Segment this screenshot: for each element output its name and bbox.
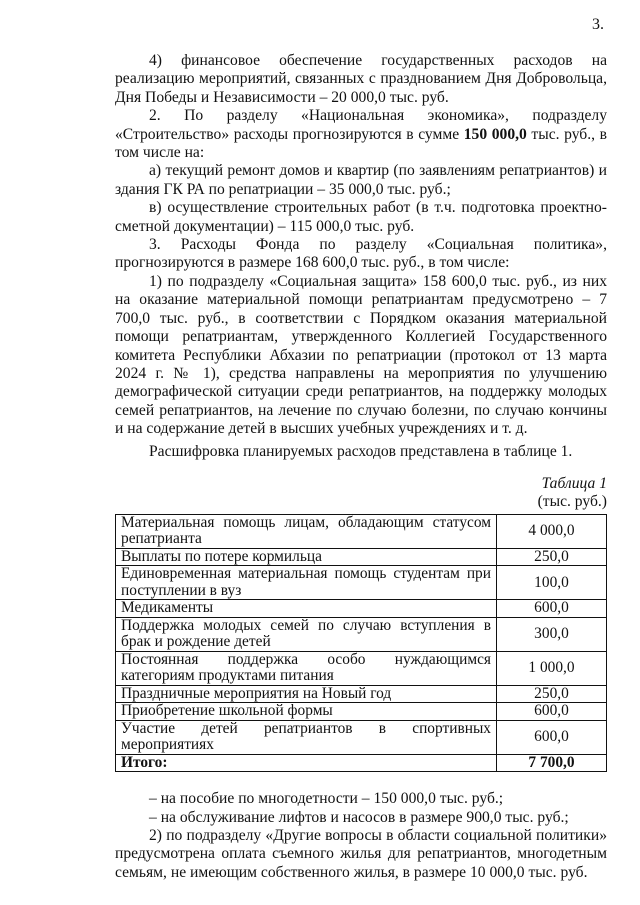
table-row (116, 617, 607, 651)
table-row (116, 720, 607, 754)
table-cell-value: 1 000,0 (497, 651, 607, 685)
paragraph-section-2 (115, 107, 607, 162)
paragraph-elevators: – на обслуживание лифтов и насосов в размере 900,0 тыс. руб.; (149, 808, 569, 826)
section-2-text-end: тыс. руб., в том числе на: (115, 125, 607, 162)
table-total-value: 7 700,0 (497, 754, 607, 772)
table-units: (тыс. руб.) (537, 493, 607, 511)
table-cell-name: Приобретение школьной формы (116, 703, 497, 721)
table-cell-name: Постоянная поддержка особо нуждающимся категориям продуктами питания (116, 651, 497, 685)
paragraph-item-v: в) осуществление строительных работ (в т.ч. подготовка проектно-сметной документации) – 115 000,0 тыс. руб. (115, 199, 607, 235)
table-caption: Таблица 1 (541, 474, 607, 492)
expenses-table (115, 514, 607, 773)
section-2-amount: 150 000,0 (463, 125, 527, 143)
paragraph-item-4: 4) финансовое обеспечение государственных расходов на реализацию мероприятий, связанных с празднованием Дня Добровольца, Дня Победы и Независимости – 20 000,0 тыс. руб. (115, 52, 607, 106)
table-cell-value: 250,0 (497, 548, 607, 566)
table-cell-name: Медикаменты (116, 600, 497, 618)
table-cell-value: 300,0 (497, 617, 607, 651)
table-row (116, 514, 607, 548)
table-cell-value: 4 000,0 (497, 514, 607, 548)
paragraph-other-social: 2) по подразделу «Другие вопросы в области социальной политики» предусмотрена оплата съемного жилья для репатриантов, многодетным семьям, не имеющим собственного жилья, в размере 10 000,0 тыс. руб. (115, 827, 607, 881)
paragraph-social-protection: 1) по подразделу «Социальная защита» 158 600,0 тыс. руб., из них на оказание материальной помощи репатриантам предусмотрено – 7 700,0 тыс. руб., в соответствии с Порядком оказания материальной помощи репатриантам, утвержденного Коллегией Государственного комитета Республики Абхазии по репатриации (протокол от 13 марта 2024 г. № 1), средства направлены на мероприятия по улучшению демографической ситуации среди репатриантов, на поддержку молодых семей репатриантов, на лечение по случаю болезни, по случаю кончины и на содержание детей в высших учебных учреждениях и т. д. (115, 272, 607, 438)
paragraph-item-a: а) текущий ремонт домов и квартир (по заявлениям репатриантов) и здания ГК РА по репатриации – 35 000,0 тыс. руб.; (115, 162, 607, 198)
table-row (116, 600, 607, 618)
table-cell-name: Поддержка молодых семей по случаю вступления в брак и рождение детей (116, 617, 497, 651)
table-cell-value: 100,0 (497, 566, 607, 600)
table-row (116, 685, 607, 703)
document-body (115, 52, 607, 882)
table-cell-value: 250,0 (497, 685, 607, 703)
section-2-text-start: 2. По разделу «Национальная экономика», подразделу «Строительство» расходы прогнозируются в сумме (115, 107, 607, 143)
table-cell-value: 600,0 (497, 703, 607, 721)
paragraph-table-reference: Расшифровка планируемых расходов представлена в таблице 1. (149, 442, 573, 460)
table-row (116, 566, 607, 600)
table-cell-name: Праздничные мероприятия на Новый год (116, 685, 497, 703)
table-cell-name: Единовременная материальная помощь студентам при поступлении в вуз (116, 566, 497, 600)
table-cell-name: Выплаты по потере кормильца (116, 548, 497, 566)
table-cell-name: Материальная помощь лицам, обладающим статусом репатрианта (116, 514, 497, 548)
table-cell-value: 600,0 (497, 720, 607, 754)
paragraph-large-families: – на пособие по многодетности – 150 000,0 тыс. руб.; (149, 790, 504, 808)
table-row (116, 703, 607, 721)
table-row (116, 548, 607, 566)
table-row (116, 651, 607, 685)
table-total-row (116, 754, 607, 772)
table-cell-value: 600,0 (497, 600, 607, 618)
table-total-label: Итого: (116, 754, 497, 772)
page-number: 3. (592, 16, 604, 33)
table-cell-name: Участие детей репатриантов в спортивных мероприятиях (116, 720, 497, 754)
paragraph-section-3: 3. Расходы Фонда по разделу «Социальная политика», прогнозируются в размере 168 600,0 тыс. руб., в том числе: (115, 236, 607, 272)
